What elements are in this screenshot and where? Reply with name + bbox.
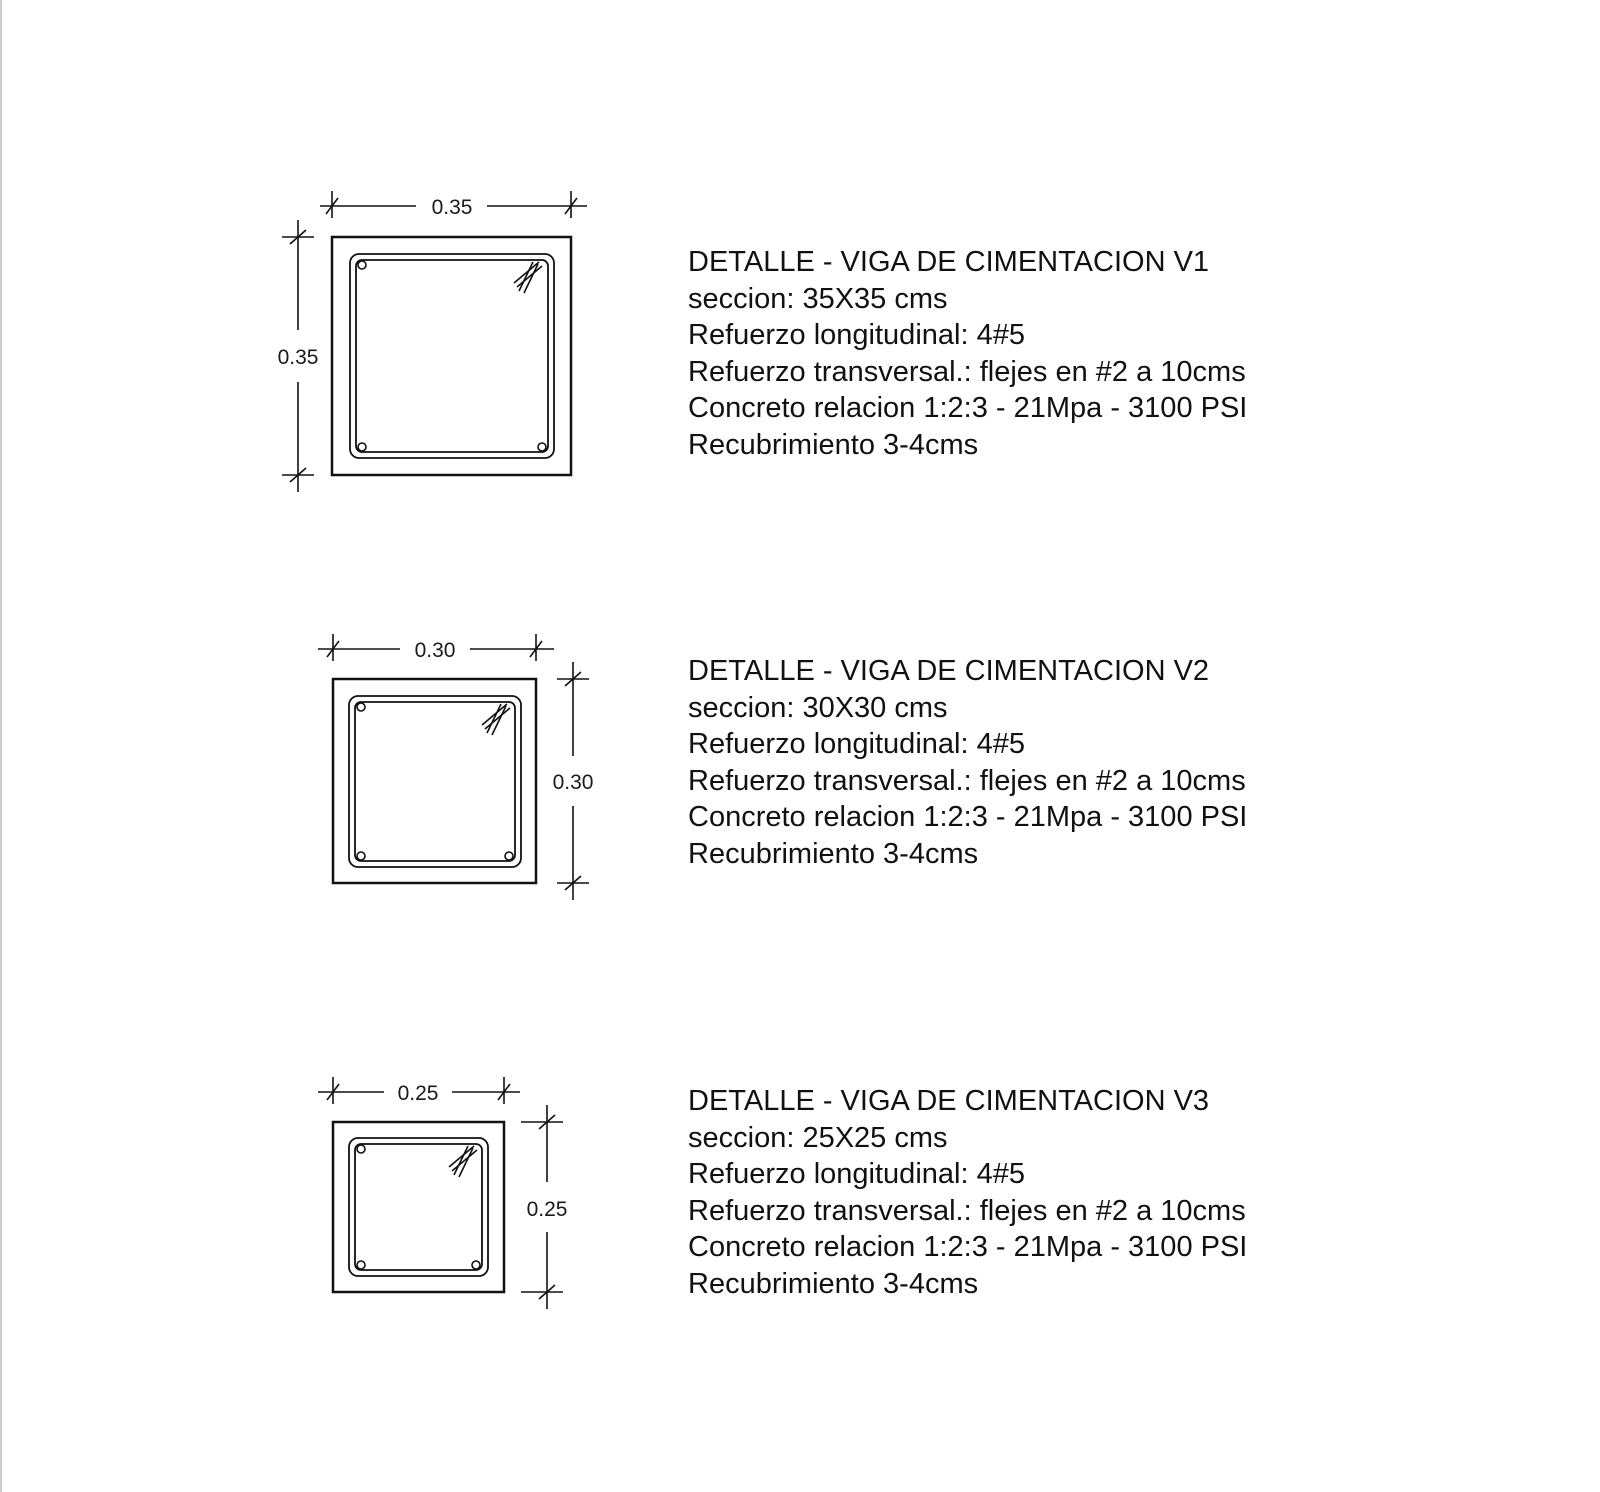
- stirrup-hook-v1: [514, 262, 542, 293]
- detail-longitudinal-v2: Refuerzo longitudinal: 4#5: [688, 728, 1025, 761]
- width-label-v3: 0.25: [397, 1082, 439, 1105]
- rebar-v3-tl: [357, 1145, 365, 1153]
- detail-concrete-v2: Concreto relacion 1:2:3 - 21Mpa - 3100 PSI: [688, 801, 1248, 834]
- detail-cover-v3: Recubrimiento 3-4cms: [688, 1267, 979, 1300]
- rebar-v3-br: [472, 1261, 480, 1269]
- detail-title-v2: DETALLE - VIGA DE CIMENTACION V2: [688, 655, 1210, 687]
- beam-section-v1: [278, 191, 587, 492]
- detail-transversal-v3: Refuerzo transversal.: flejes en #2 a 10cms: [688, 1194, 1246, 1227]
- detail-transversal-v1: Refuerzo transversal.: flejes en #2 a 10cms: [688, 355, 1246, 388]
- rebar-v1-br: [538, 443, 546, 451]
- detail-notes-v3: [688, 1083, 1247, 1303]
- stirrup-hook-v2: [482, 704, 510, 735]
- detail-cover-v2: Recubrimiento 3-4cms: [688, 837, 979, 870]
- detail-notes-v1: [688, 244, 1247, 464]
- beam-section-v3: [318, 1077, 567, 1309]
- stirrup-outer-v2: [349, 696, 521, 867]
- detail-title-v1: DETALLE - VIGA DE CIMENTACION V1: [688, 246, 1210, 278]
- concrete-outline-v3: [333, 1122, 504, 1292]
- rebar-v1-tl: [358, 261, 366, 269]
- detail-concrete-v3: Concreto relacion 1:2:3 - 21Mpa - 3100 PSI: [688, 1231, 1248, 1264]
- height-label-v1: 0.35: [277, 346, 319, 369]
- rebar-v2-br: [505, 852, 513, 860]
- detail-section-v1: seccion: 35X35 cms: [688, 282, 948, 315]
- beam-section-v2: [318, 634, 593, 900]
- rebar-v3-bl: [357, 1261, 365, 1269]
- width-label-v1: 0.35: [431, 196, 473, 219]
- stirrup-outer-v1: [350, 254, 554, 458]
- detail-title-v3: DETALLE - VIGA DE CIMENTACION V3: [688, 1085, 1210, 1117]
- rebar-v2-bl: [357, 852, 365, 860]
- detail-cover-v1: Recubrimiento 3-4cms: [688, 428, 979, 461]
- width-label-v2: 0.30: [414, 639, 456, 662]
- detail-section-v2: seccion: 30X30 cms: [688, 691, 948, 724]
- detail-section-v3: seccion: 25X25 cms: [688, 1121, 948, 1154]
- height-label-v2: 0.30: [552, 771, 594, 794]
- detail-transversal-v2: Refuerzo transversal.: flejes en #2 a 10cms: [688, 764, 1246, 797]
- detail-longitudinal-v1: Refuerzo longitudinal: 4#5: [688, 319, 1025, 352]
- detail-concrete-v1: Concreto relacion 1:2:3 - 21Mpa - 3100 PSI: [688, 392, 1248, 425]
- stirrup-hook-v3: [449, 1146, 477, 1177]
- detail-longitudinal-v3: Refuerzo longitudinal: 4#5: [688, 1158, 1025, 1191]
- rebar-v2-tl: [357, 703, 365, 711]
- rebar-v1-bl: [358, 443, 366, 451]
- detail-notes-v2: [688, 653, 1247, 873]
- stirrup-inner-v3: [355, 1144, 482, 1270]
- height-label-v3: 0.25: [526, 1198, 568, 1221]
